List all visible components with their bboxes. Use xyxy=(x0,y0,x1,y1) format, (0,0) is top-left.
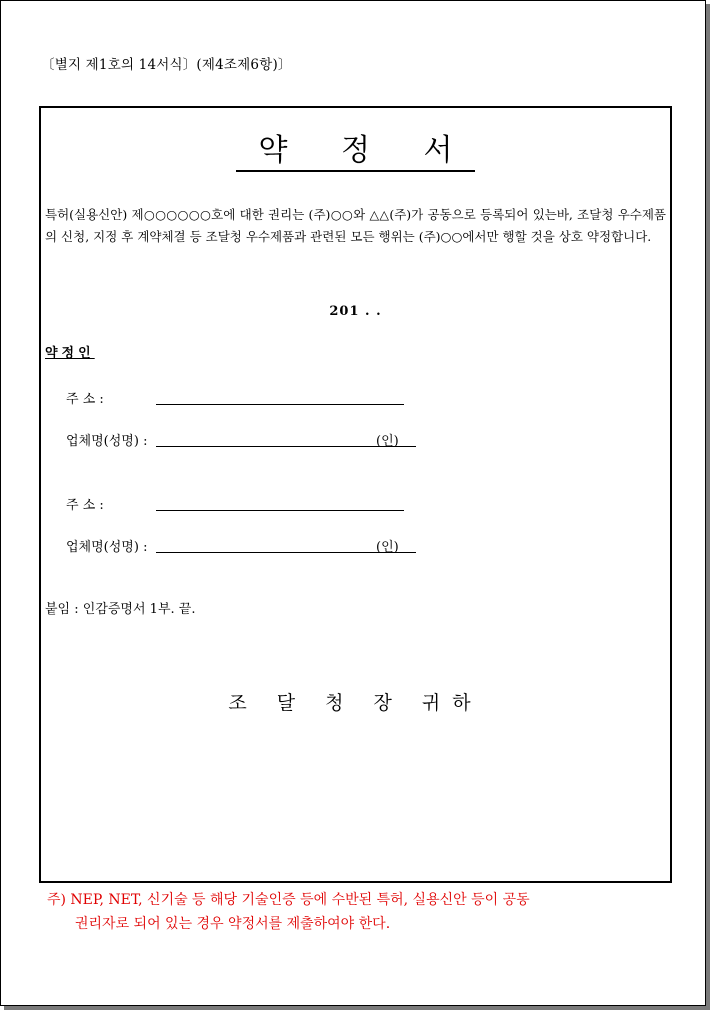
parties-heading: 약정인 xyxy=(45,346,95,361)
party-1-address-label: 주 소 : xyxy=(66,392,104,407)
addressee: 조 달 청 장 귀하 xyxy=(228,692,483,714)
party-2-address-label: 주 소 : xyxy=(66,498,104,513)
footnote-line-1: 주) NEP, NET, 신기술 등 해당 기술인증 등에 수반된 특허, 실용신안 등이 공동 xyxy=(47,892,530,908)
footnote xyxy=(47,888,530,936)
footnote-line-2: 권리자로 되어 있는 경우 약정서를 제출하여야 한다. xyxy=(75,916,391,932)
attachment-note: 붙임 : 인감증명서 1부. 끝. xyxy=(45,602,196,617)
document-title-wrap xyxy=(41,132,670,172)
party-1-seal-label: (인) xyxy=(376,434,399,449)
document-title: 약 정 서 xyxy=(236,132,474,172)
party-2-seal-label: (인) xyxy=(376,540,399,555)
party-1-name-label: 업체명(성명) : xyxy=(66,434,148,449)
agreement-box xyxy=(39,106,672,883)
party-1-address-line[interactable] xyxy=(156,388,404,405)
form-number-label: 〔별지 제1호의 14서식〕(제4조제6항)〕 xyxy=(41,57,292,73)
party-2-address-line[interactable] xyxy=(156,494,404,511)
agreement-date: 201 . . xyxy=(329,304,382,319)
agreement-body-text: 특허(실용신안) 제○○○○○○호에 대한 권리는 (주)○○와 △△(주)가 공동으로 등록되어 있는바, 조달청 우수제품의 신청, 지정 후 계약체결 등 조달청 우수제품과 관련된 모든 행위는 (주)○○에서만 행할 것을 상호 약정합니다. xyxy=(45,207,666,244)
party-2-name-label: 업체명(성명) : xyxy=(66,540,148,555)
